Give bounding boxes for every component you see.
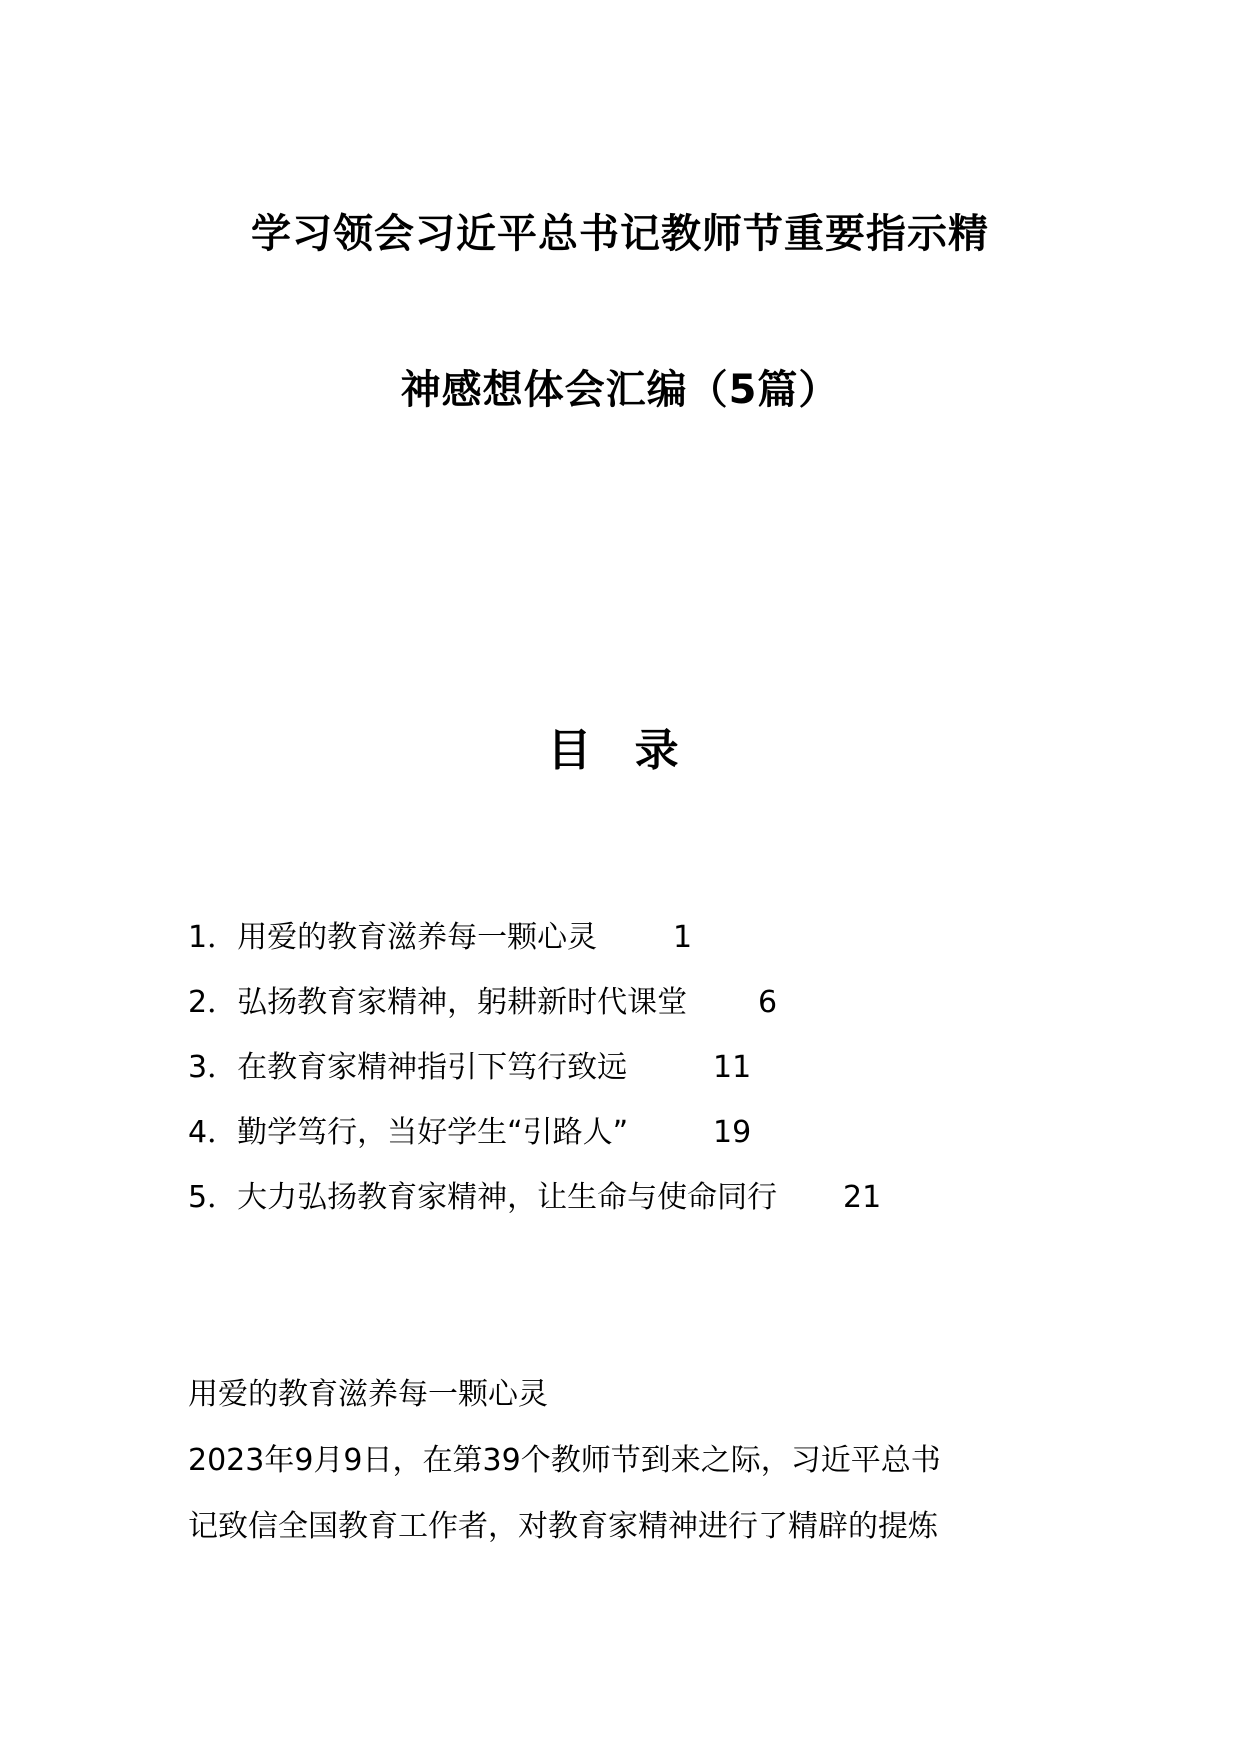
toc-item-number: 2．: [188, 985, 238, 1020]
toc-item-5[interactable]: [188, 1178, 882, 1218]
toc-item-title: 大力弘扬教育家精神，让生命与使命同行: [237, 1180, 778, 1215]
section-title: 用爱的教育滋养每一颗心灵: [188, 1377, 548, 1412]
toc-item-1[interactable]: [188, 918, 693, 958]
toc-item-title: 勤学笃行，当好学生“引路人”: [237, 1115, 629, 1150]
toc-item-number: 5．: [188, 1180, 238, 1215]
toc-item-title: 在教育家精神指引下笃行致远: [237, 1050, 628, 1085]
toc-item-2[interactable]: [188, 983, 778, 1023]
toc-item-page: 6: [758, 985, 778, 1020]
document-title-line-1: 学习领会习近平总书记教师节重要指示精: [251, 211, 989, 257]
toc-item-number: 1．: [188, 920, 238, 955]
document-title-line-2: 神感想体会汇编（5篇）: [400, 367, 840, 413]
toc-item-title: 用爱的教育滋养每一颗心灵: [237, 920, 598, 955]
toc-item-page: 21: [843, 1180, 882, 1215]
toc-heading: 目 录: [547, 725, 693, 776]
toc-item-4[interactable]: [188, 1113, 752, 1153]
toc-item-number: 3．: [188, 1050, 238, 1085]
toc-item-page: 1: [673, 920, 693, 955]
toc-item-3[interactable]: [188, 1048, 752, 1088]
toc-item-page: 19: [713, 1115, 752, 1150]
paragraph-line: 记致信全国教育工作者，对教育家精神进行了精辟的提炼: [188, 1509, 938, 1544]
toc-item-page: 11: [713, 1050, 752, 1085]
paragraph-line: 2023年9月9日，在第39个教师节到来之际，习近平总书: [188, 1443, 941, 1478]
toc-item-title: 弘扬教育家精神，躬耕新时代课堂: [237, 985, 688, 1020]
toc-item-number: 4．: [188, 1115, 238, 1150]
